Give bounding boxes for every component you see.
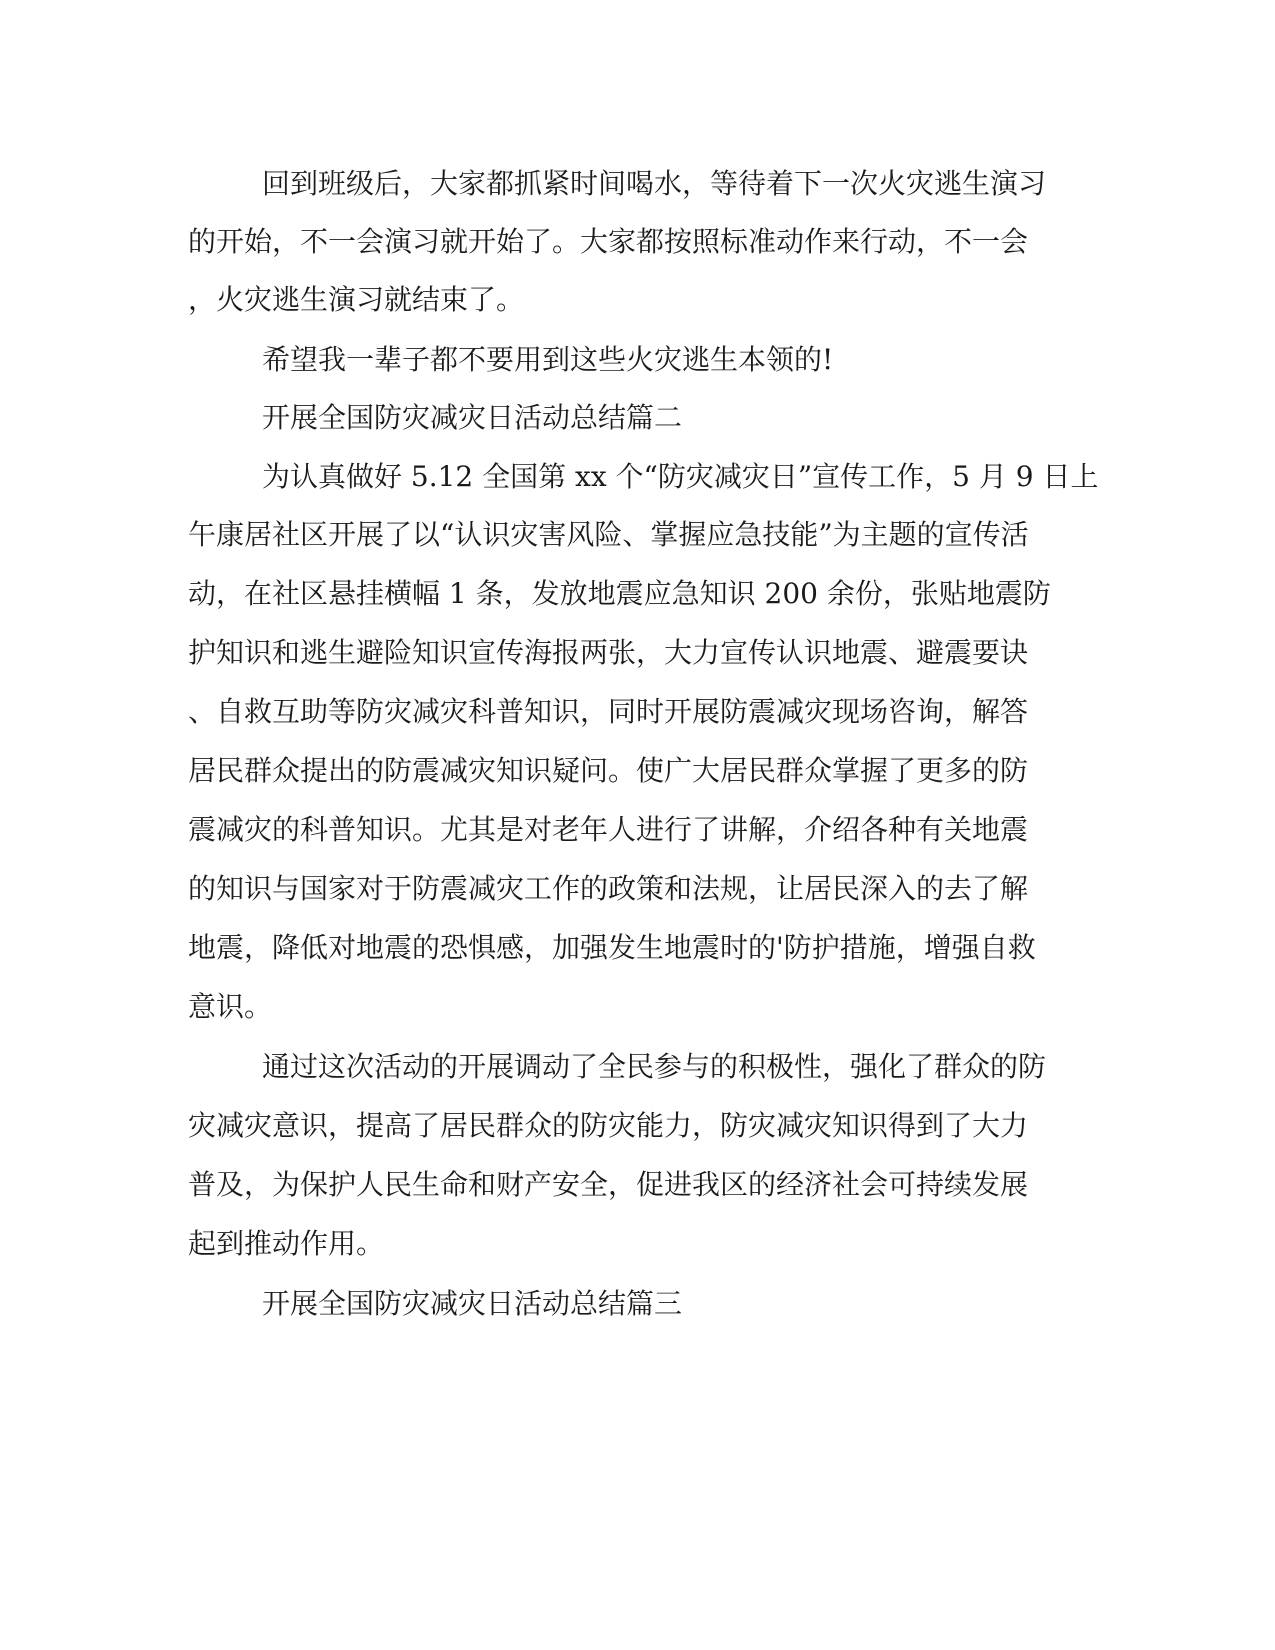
paragraph-5-line-1: 通过这次活动的开展调动了全民参与的积极性，强化了群众的防 <box>262 1050 1047 1083</box>
paragraph-4-line-10: 意识。 <box>188 990 273 1023</box>
paragraph-1-line-1: 回到班级后，大家都抓紧时间喝水，等待着下一次火灾逃生演习 <box>262 167 1047 200</box>
paragraph-4-line-1: 为认真做好 5.12 全国第 xx 个“防灾减灾日”宣传工作，5 月 9 日上 <box>262 460 1099 493</box>
paragraph-2-line-1: 希望我一辈子都不要用到这些火灾逃生本领的! <box>262 343 834 376</box>
paragraph-1-line-3: ，火灾逃生演习就结束了。 <box>188 283 525 316</box>
paragraph-5-line-2: 灾减灾意识，提高了居民群众的防灾能力，防灾减灾知识得到了大力 <box>188 1109 1029 1142</box>
paragraph-4-line-6: 居民群众提出的防震减灾知识疑问。使广大居民群众掌握了更多的防 <box>188 754 1029 787</box>
section-heading-2: 开展全国防灾减灾日活动总结篇二 <box>262 401 683 434</box>
paragraph-4-line-2: 午康居社区开展了以“认识灾害风险、掌握应急技能”为主题的宣传活 <box>188 518 1029 551</box>
paragraph-1-line-2: 的开始，不一会演习就开始了。大家都按照标准动作来行动，不一会 <box>188 225 1029 258</box>
paragraph-4-line-4: 护知识和逃生避险知识宣传海报两张，大力宣传认识地震、避震要诀 <box>188 636 1029 669</box>
paragraph-4-line-7: 震减灾的科普知识。尤其是对老年人进行了讲解，介绍各种有关地震 <box>188 813 1029 846</box>
paragraph-4-line-5: 、自救互助等防灾减灾科普知识，同时开展防震减灾现场咨询，解答 <box>188 695 1029 728</box>
paragraph-4-line-3: 动，在社区悬挂横幅 1 条，发放地震应急知识 200 余份，张贴地震防 <box>188 577 1051 610</box>
paragraph-5-line-3: 普及，为保护人民生命和财产安全，促进我区的经济社会可持续发展 <box>188 1168 1029 1201</box>
paragraph-5-line-4: 起到推动作用。 <box>188 1227 385 1260</box>
section-heading-3: 开展全国防灾减灾日活动总结篇三 <box>262 1287 683 1320</box>
paragraph-4-line-9: 地震，降低对地震的恐惧感，加强发生地震时的'防护措施，增强自救 <box>188 931 1036 964</box>
paragraph-4-line-8: 的知识与国家对于防震减灾工作的政策和法规，让居民深入的去了解 <box>188 872 1029 905</box>
